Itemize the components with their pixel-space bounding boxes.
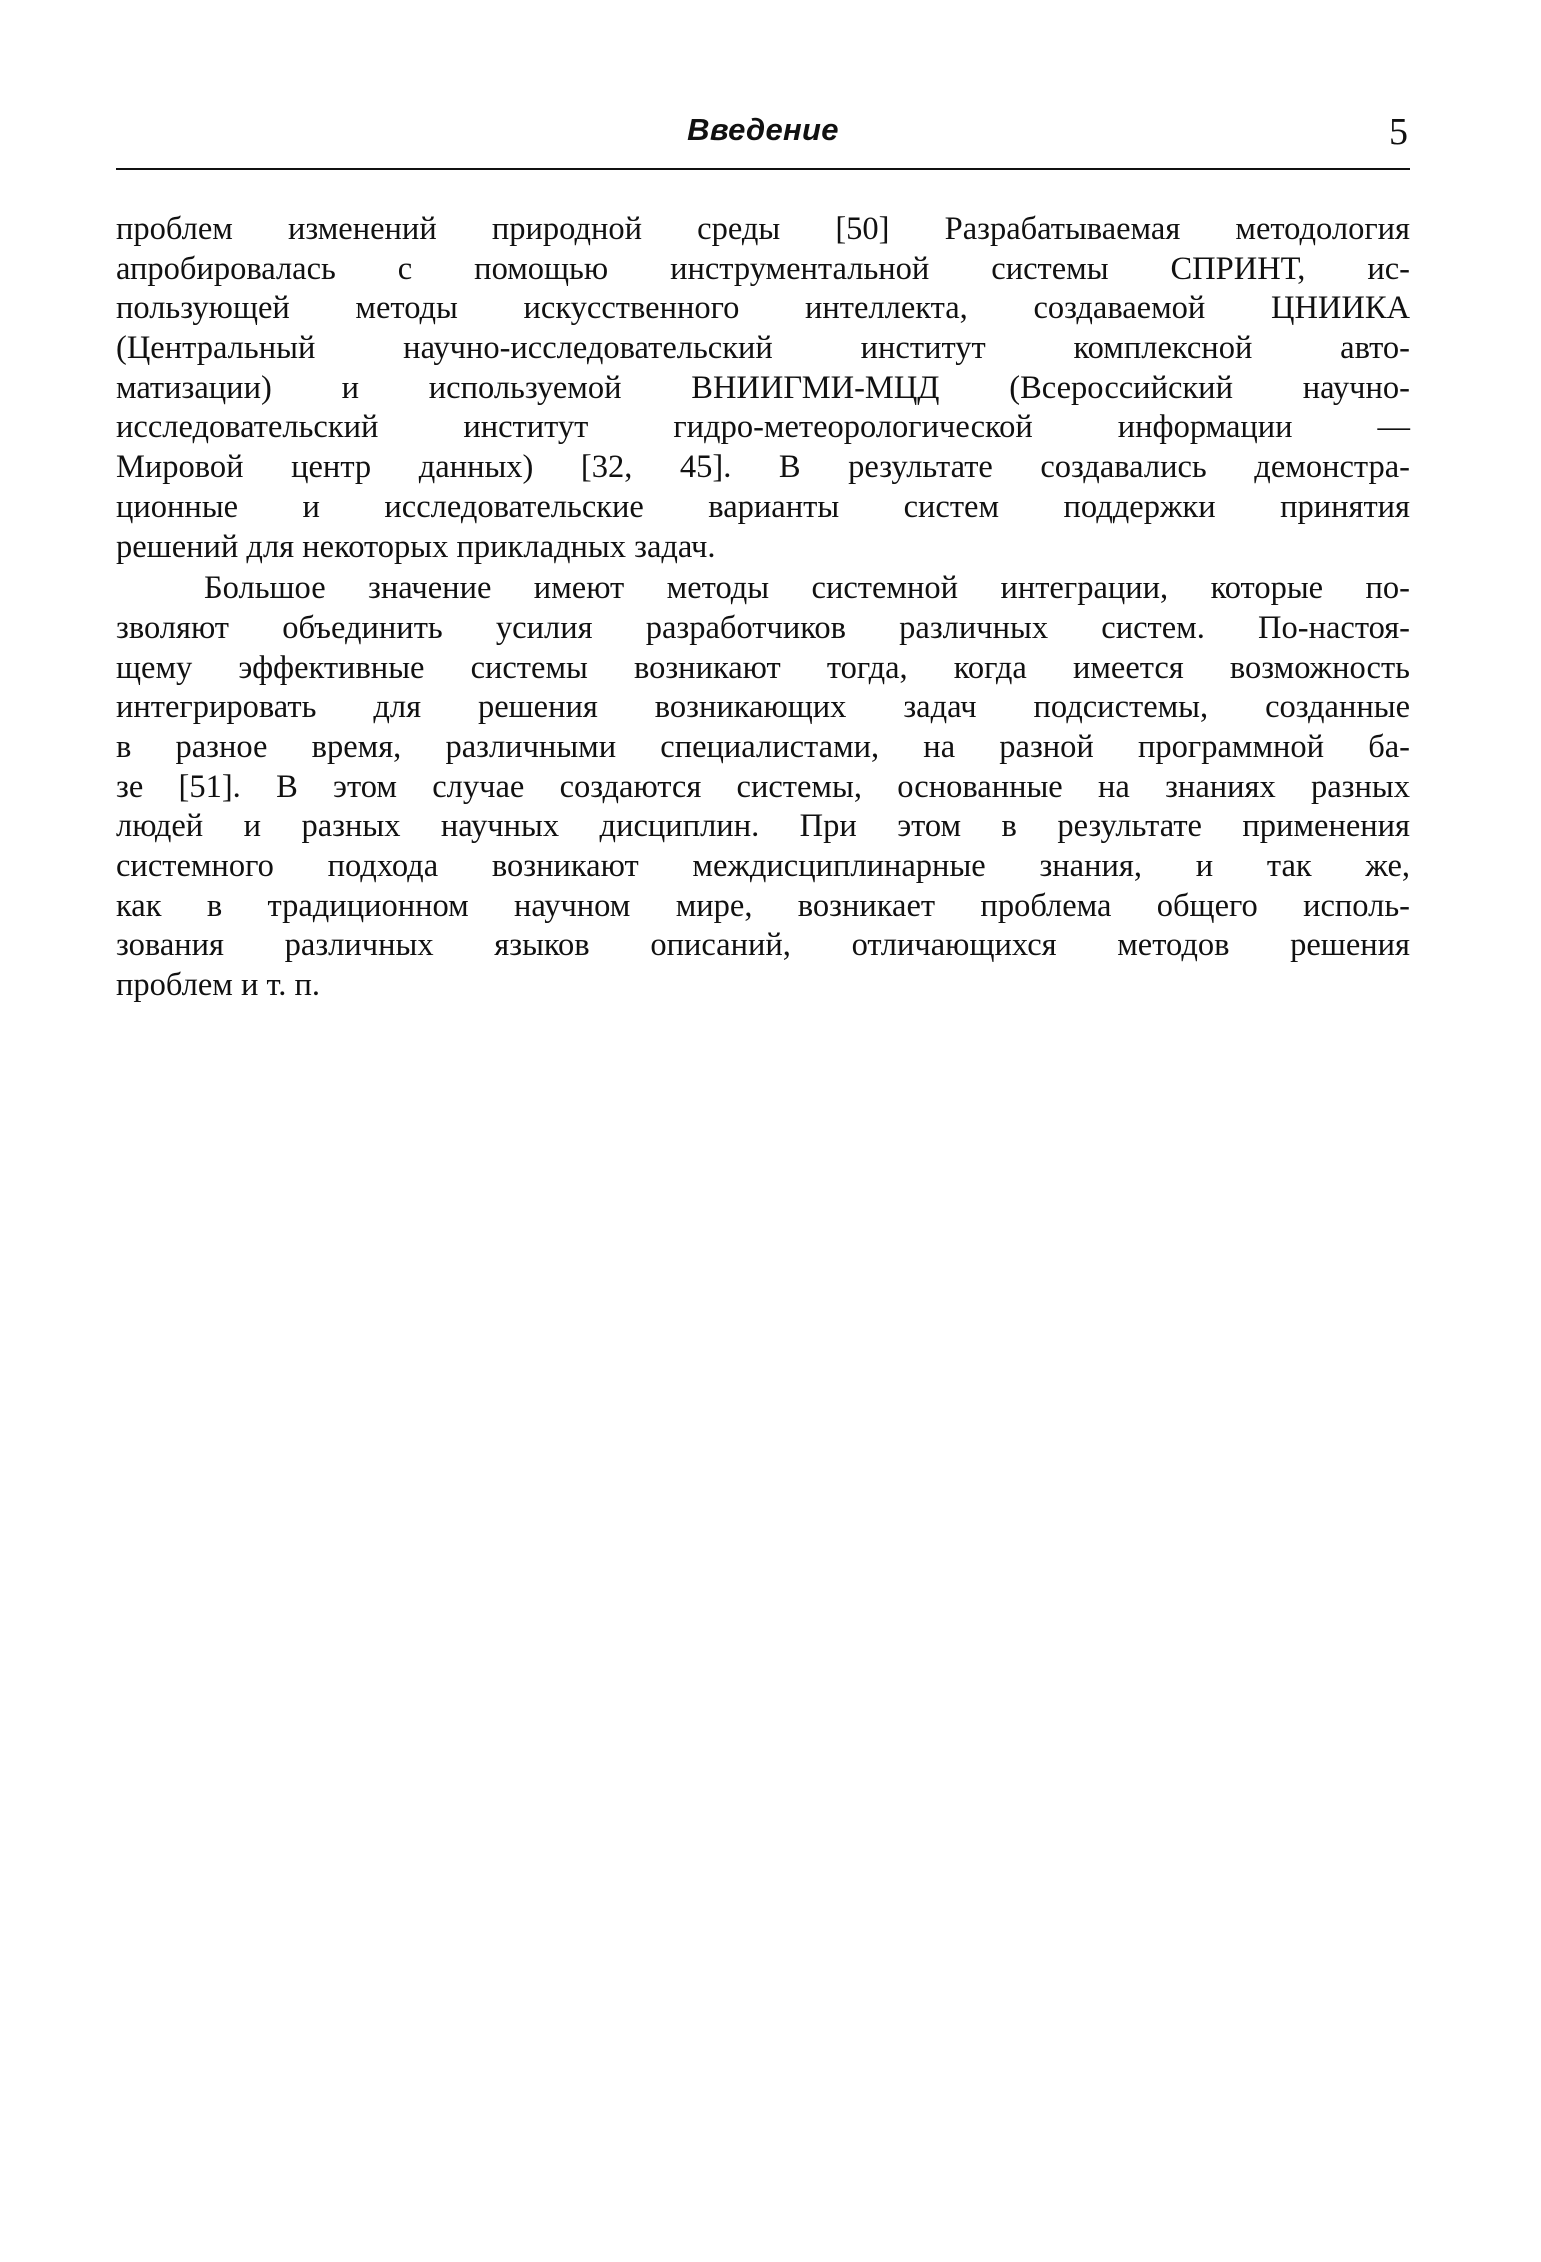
text-line: щему эффективные системы возникают тогда, когда имеется возможность xyxy=(116,649,1410,686)
text-line: матизации) и используемой ВНИИГМИ-МЦД (Всероссийский научно- xyxy=(116,369,1410,406)
body-text xyxy=(116,210,1410,1006)
text-line: интегрировать для решения возникающих задач подсистемы, созданные xyxy=(116,689,1410,726)
text-line: решений для некоторых прикладных задач. xyxy=(116,528,716,565)
text-line: пользующей методы искусственного интеллекта, создаваемой ЦНИИКА xyxy=(116,290,1410,327)
text-line: в разное время, различными специалистами, на разной программной ба- xyxy=(116,728,1410,765)
text-line: зволяют объединить усилия разработчиков различных систем. По-настоя- xyxy=(116,609,1410,646)
text-line: исследовательский институт гидро-метеорологической информации — xyxy=(116,409,1410,446)
running-header xyxy=(116,110,1410,170)
text-line: Большое значение имеют методы системной интеграции, которые по- xyxy=(204,570,1410,607)
text-line: зования различных языков описаний, отличающихся методов решения xyxy=(116,927,1410,964)
page-number: 5 xyxy=(1389,111,1408,153)
text-line: проблем и т. п. xyxy=(116,967,320,1004)
text-line: ционные и исследовательские варианты систем поддержки принятия xyxy=(116,488,1410,525)
paragraph-2 xyxy=(116,569,1410,1006)
text-line: как в традиционном научном мире, возникает проблема общего исполь- xyxy=(116,887,1410,924)
paragraph-1 xyxy=(116,210,1410,567)
section-title: Введение xyxy=(687,112,839,147)
text-line: (Центральный научно-исследовательский институт комплексной авто- xyxy=(116,330,1410,367)
text-line: зе [51]. В этом случае создаются системы, основанные на знаниях разных xyxy=(116,768,1410,805)
text-line: системного подхода возникают междисциплинарные знания, и так же, xyxy=(116,848,1410,884)
text-line: Мировой центр данных) [32, 45]. В результате создавались демонстра- xyxy=(116,449,1410,486)
text-line: проблем изменений природной среды [50] Разрабатываемая методология xyxy=(116,211,1410,247)
text-line: апробировалась с помощью инструментальной системы СПРИНТ, ис- xyxy=(116,250,1410,287)
text-line: людей и разных научных дисциплин. При этом в результате применения xyxy=(116,808,1410,845)
